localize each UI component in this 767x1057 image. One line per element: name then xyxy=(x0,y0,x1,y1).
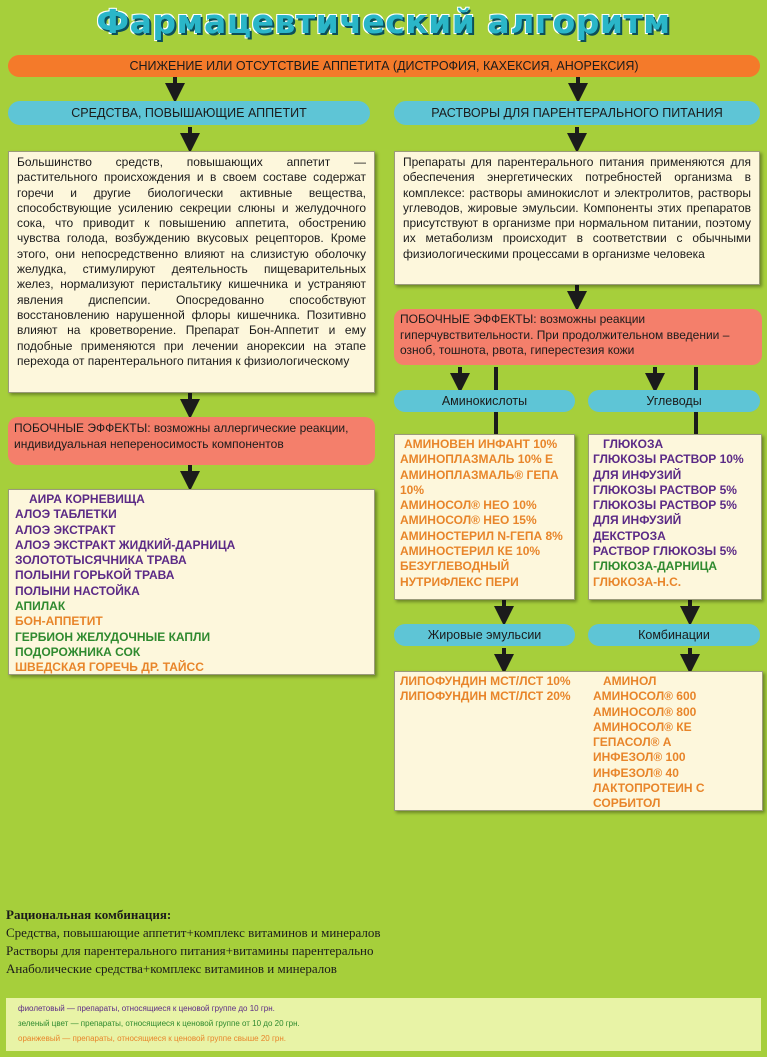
parenteral-description: Препараты для парентерального питания применяются для обеспечения энергетических потребностей организма в комплексе: растворы аминокислот и электролитов, растворы углеводов, жировые эмульсии. Компоненты этих препаратов присутствуют в организме при нормальном питании, поэтому их метаболизм происходит в соответствии с обычными физиологическими процессами в организме человека xyxy=(394,151,760,285)
list-item: ДЕКСТРОЗА xyxy=(593,528,666,543)
legend-text: — препараты, относящиеся к ценовой группе свыше 20 грн. xyxy=(62,1034,286,1043)
list-item: ЛИПОФУНДИН МСТ/ЛСТ 20% xyxy=(400,689,571,704)
list-item: ГЕРБИОН ЖЕЛУДОЧНЫЕ КАПЛИ xyxy=(15,629,211,644)
left-drug-list xyxy=(8,489,375,675)
rational-line: Растворы для парентерального питания+витамины парентерально xyxy=(6,943,374,958)
list-item: АЛОЭ ЭКСТРАКТ xyxy=(15,522,116,537)
list-item: АЛОЭ ТАБЛЕТКИ xyxy=(15,507,117,522)
list-item: АМИНОПЛАЗМАЛЬ 10% Е xyxy=(400,452,554,467)
right-side-effects xyxy=(394,309,762,365)
list-item: АЛОЭ ЭКСТРАКТ ЖИДКИЙ-ДАРНИЦА xyxy=(15,537,236,552)
legend-item xyxy=(18,1031,749,1046)
amino-acids-list xyxy=(394,434,575,600)
list-item: АМИНОСОЛ® 800 xyxy=(593,704,697,719)
list-item: ЗОЛОТОТЫСЯЧНИКА ТРАВА xyxy=(15,553,187,568)
list-item: ПОДОРОЖНИКА СОК xyxy=(15,644,141,659)
appetite-stimulants-description: Большинство средств, повышающих аппетит — растительного происхождения и в своем составе содержат горечи и другие биологически активные вещества, способствующие усилению секреции слюны и желудочного сока, что приводит к повышению аппетита, обострению чувства голода, возбуждению вкусовых рецепторов. Кроме этого, они непосредственно влияют на слизистую оболочку желудка, стимулируют деятельность пищеварительных желез, нормализуют перистальтику кишечника и устраняют явления диспепсии. Опосредованно способствуют восстановлению нарушенной флоры кишечника. Позитивно влияют на кроветворение. Препарат Бон-Аппетит и ему подобные применяются при лечении анорексии на этапе перехода от парентерального питания к физиологическому xyxy=(8,151,375,393)
legend-term: фиолетовый xyxy=(18,1004,65,1013)
list-item: АМИНОВЕН ИНФАНТ 10% xyxy=(404,437,558,451)
list-item: ГЛЮКОЗЫ РАСТВОР 5% xyxy=(593,482,737,497)
legend-item xyxy=(18,1001,749,1016)
list-item: АМИНОСТЕРИЛ КЕ 10% xyxy=(400,544,541,559)
left-side-effects xyxy=(8,417,375,465)
list-item: ИНФЕЗОЛ® 40 xyxy=(593,765,679,780)
list-item: БОН-АППЕТИТ xyxy=(15,614,103,629)
rational-title: Рациональная комбинация: xyxy=(6,907,172,922)
amino-acids-pill: Аминокислоты xyxy=(394,390,575,412)
list-item: АМИНОСОЛ® НЕО 10% xyxy=(400,498,537,513)
fat-emulsions-list xyxy=(400,674,576,705)
list-item: ГЛЮКОЗЫ РАСТВОР 5% ДЛЯ ИНФУЗИЙ xyxy=(593,498,737,528)
rational-line: Средства, повышающие аппетит+комплекс витаминов и минералов xyxy=(6,925,381,940)
combinations-list xyxy=(593,674,761,812)
combinations-pill: Комбинации xyxy=(588,624,760,646)
list-item: ПОЛЫНИ ГОРЬКОЙ ТРАВА xyxy=(15,568,175,583)
list-item: ЛИПОФУНДИН МСТ/ЛСТ 10% xyxy=(400,674,571,688)
bottom-right-box xyxy=(394,671,763,811)
list-item: ГЕПАСОЛ® А xyxy=(593,735,672,750)
fat-emulsions-pill: Жировые эмульсии xyxy=(394,624,575,646)
list-item: АМИНОЛ xyxy=(603,674,657,688)
list-item: РАСТВОР ГЛЮКОЗЫ 5% xyxy=(593,544,737,559)
list-item: ЛАКТОПРОТЕИН С СОРБИТОЛ xyxy=(593,781,705,811)
legend-text: — препараты, относящиеся к ценовой группе от 10 до 20 грн. xyxy=(70,1019,300,1028)
list-item: АМИНОСОЛ® 600 xyxy=(593,689,697,704)
list-item: АПИЛАК xyxy=(15,599,66,614)
legend-term: оранжевый xyxy=(18,1034,61,1043)
list-item: ГЛЮКОЗА-ДАРНИЦА xyxy=(593,559,718,574)
legend-text: — препараты, относящиеся к ценовой группе до 10 грн. xyxy=(66,1004,275,1013)
list-item: АМИНОСОЛ® КЕ xyxy=(593,719,692,734)
appetite-stimulants-header: СРЕДСТВА, ПОВЫШАЮЩИЕ АППЕТИТ xyxy=(8,101,370,125)
carbohydrates-list xyxy=(588,434,762,600)
side-effects-label: ПОБОЧНЫЕ ЭФФЕКТЫ: xyxy=(400,312,537,326)
list-item: ГЛЮКОЗА xyxy=(603,437,664,451)
side-effects-text: возможны аллергические реакции, индивидуальная непереносимость компонентов xyxy=(14,421,349,451)
list-item: ПОЛЫНИ НАСТОЙКА xyxy=(15,583,140,598)
rational-combination xyxy=(6,906,706,978)
legend-term: зеленый цвет xyxy=(18,1019,69,1028)
rational-line: Анаболические средства+комплекс витаминов и минералов xyxy=(6,961,337,976)
top-bar: СНИЖЕНИЕ ИЛИ ОТСУТСТВИЕ АППЕТИТА (ДИСТРОФИЯ, КАХЕКСИЯ, АНОРЕКСИЯ) xyxy=(8,55,760,77)
list-item: АМИНОПЛАЗМАЛЬ® ГЕПА 10% xyxy=(400,467,559,497)
list-item: АИРА КОРНЕВИЩА xyxy=(29,492,145,506)
list-item: ГЛЮКОЗА-Н.С. xyxy=(593,574,682,589)
price-legend xyxy=(6,998,761,1051)
list-item: ИНФЕЗОЛ® 100 xyxy=(593,750,686,765)
list-item: ШВЕДСКАЯ ГОРЕЧЬ ДР. ТАЙСС xyxy=(15,660,204,675)
legend-item xyxy=(18,1016,749,1031)
parenteral-header: РАСТВОРЫ ДЛЯ ПАРЕНТЕРАЛЬНОГО ПИТАНИЯ xyxy=(394,101,760,125)
list-item: АМИНОСТЕРИЛ N-ГЕПА 8% xyxy=(400,528,563,543)
side-effects-label: ПОБОЧНЫЕ ЭФФЕКТЫ: xyxy=(14,421,151,435)
carbohydrates-pill: Углеводы xyxy=(588,390,760,412)
list-item: АМИНОСОЛ® НЕО 15% xyxy=(400,513,537,528)
list-item: ГЛЮКОЗЫ РАСТВОР 10% ДЛЯ ИНФУЗИЙ xyxy=(593,452,744,482)
list-item: БЕЗУГЛЕВОДНЫЙ НУТРИФЛЕКС ПЕРИ xyxy=(400,559,519,589)
side-effects-text: возможны реакции гиперчувствительности. При продолжительном введении – озноб, тошнота, рвота, гиперестезия кожи xyxy=(400,312,730,357)
page-title: Фармацевтический алгоритм xyxy=(96,2,671,41)
